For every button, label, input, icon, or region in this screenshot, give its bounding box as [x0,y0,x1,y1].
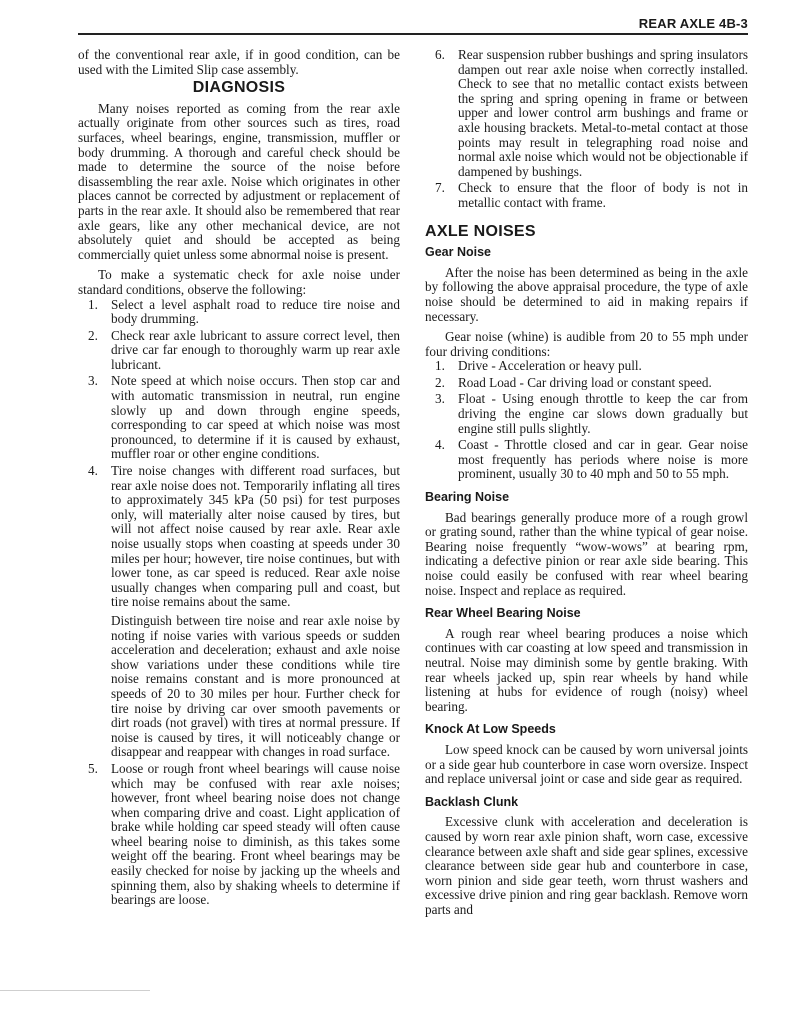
condition-text: Float - Using enough throttle to keep the car from driving the engine car slows down gradually but engine still pulls slightly. [458,391,748,436]
step-text: Check to ensure that the floor of body is not in metallic contact with frame. [458,180,748,210]
step-text: Check rear axle lubricant to assure correct level, then drive car far enough to thoroughly warm up rear axle lubricant. [111,327,400,372]
gear-noise-paragraph-1: After the noise has been determined as being in the axle by following the above appraisal procedure, the type of axle noise should be determined to aid in making repairs if necessary. [425,264,748,324]
condition-text: Drive - Acceleration or heavy pull. [458,358,642,374]
bearing-noise-paragraph: Bad bearings generally produce more of a rough growl or grating sound, rather than the whine typical of gear noise. Bearing noise frequently “wow-wows” at bearing rpm, indicating a defective pinion or rear axle side bearing. This noise could easily be confused with rear wheel bearing noise. Inspect and replace as required. [425,509,748,598]
list-item [425,376,748,391]
step-number: 1. [88,296,98,312]
right-column [425,48,748,917]
step-text: Rear suspension rubber bushings and spring insulators dampen out rear axle noise when correctly installed. Check to see that no metallic contact exists between the spring and spring opening in frame or between upper and lower control arm bushings and frame or axle housing brackets. Metal-to-metal contact at those points may result in telegraphing road noise and normal axle noise which would not be objectionable if dampened by bushings. [458,47,748,179]
condition-number: 3. [435,391,445,407]
bearing-noise-heading: Bearing Noise [425,490,510,505]
diagnosis-paragraph-2: To make a systematic check for axle noise under standard conditions, observe the following: [78,267,400,297]
rear-wheel-bearing-noise-heading: Rear Wheel Bearing Noise [425,606,581,621]
condition-number: 1. [435,358,445,374]
intro-paragraph: of the conventional rear axle, if in good condition, can be used with the Limited Slip case assembly. [78,47,400,77]
step-number: 2. [88,327,98,343]
condition-text: Coast - Throttle closed and car in gear. Gear noise most frequently has periods where noise is more prominent, usually 30 to 40 mph and 50 to 55 mph. [458,437,748,482]
step-number: 6. [435,47,445,62]
list-item [425,359,748,374]
list-item [78,762,400,908]
step-extra-text: Distinguish between tire noise and rear axle noise by noting if noise varies with various speeds or sudden acceleration and deceleration; exhaust and axle noise show variations under these conditions while tire noise remains constant and is more pronounced at speeds of 20 to 30 miles per hour. Further check for tire noise by driving car over smooth pavements or dirt roads (not gravel) with tires at normal pressure. If noise is caused by tires, it will noticeably change or disappear and reappear with changes in road surface. [111,612,400,760]
gear-noise-paragraph-2: Gear noise (whine) is audible from 20 to 55 mph under four driving conditions: [425,329,748,359]
header-rule [78,33,748,35]
step-text: Loose or rough front wheel bearings will cause noise which may be confused with rear axle noises; however, front wheel bearing noise does not change when comparing drive and coast. Light application of brake while holding car speed steady will often cause wheel bearing noise to diminish, as this takes some weight off the bearing. Front wheel bearings may be easily checked for noise by jacking up the wheels and spinning them, also by shaking wheels to determine if bearings are loose. [111,760,400,908]
condition-number: 2. [435,374,445,390]
condition-text: Road Load - Car driving load or constant speed. [458,374,712,390]
axle-noises-heading: AXLE NOISES [425,222,536,240]
list-item [78,374,400,462]
step-text: Tire noise changes with different road surfaces, but rear axle noise does not. Temporarily inflating all tires to approximately 345 kPa (50 psi) for test purposes only, will materially alter noise caused by tires, but will not affect noise caused by rear axle. Rear axle noise usually stops when coasting at speeds under 30 miles per hour; however, tire noise continues, but with lower tone, as car speed is reduced. Rear axle noise usually changes when comparing pull and coast, but tire noise remains about the same. [111,463,400,610]
diagnosis-steps-continued [425,48,748,211]
diagnosis-paragraph-1: Many noises reported as coming from the rear axle actually originate from other sources such as tires, road surfaces, wheel bearings, engine, transmission, muffler or body drumming. A thorough and careful check should be made to determine the source of the noise before disassembling the rear axle. Noise which originates in other places cannot be corrected by adjustment or replacement of parts in the rear axle. It should also be remembered that rear axle gears, like any other mechanical device, are not absolutely quiet and should be accepted as being commercially quiet unless some abnormal noise is present. [78,100,400,262]
step-text: Note speed at which noise occurs. Then stop car and with automatic transmission in neutral, run engine slowly up and down through engine speeds, corresponding to car speed at which noise was most pronounced, to determine if it is caused by exhaust, muffler roar or other engine conditions. [111,373,400,462]
list-item [425,438,748,482]
step-number: 3. [88,373,98,389]
gear-noise-heading: Gear Noise [425,245,492,260]
list-item [78,329,400,373]
page-header: REAR AXLE 4B-3 [638,16,748,31]
knock-low-speeds-heading: Knock At Low Speeds [425,722,556,737]
rear-wheel-bearing-noise-paragraph: A rough rear wheel bearing produces a noise which continues with car coasting at low speed and transmission in neutral. Noise may diminish some by gentle braking. With rear wheels jacked up, spin rear wheels by hand while listening at hubs for evidence of rough (noisy) wheel bearing. [425,625,748,714]
left-column [78,48,400,910]
diagnosis-heading: DIAGNOSIS [192,79,286,97]
list-item [425,48,748,179]
backlash-clunk-paragraph: Excessive clunk with acceleration and deceleration is caused by worn rear axle pinion shaft, worn case, excessive clearance between axle shaft and side gear splines, excessive clearance between side gear hub and counterbore in case, worn pinion and side gear teeth, worn thrust washers and excessive drive pinion and ring gear backlash. Remove worn parts and [425,814,748,917]
list-item [425,392,748,436]
step-number: 5. [88,760,98,776]
driving-conditions-list [425,359,748,482]
list-item [425,181,748,210]
list-item [78,464,400,760]
condition-number: 4. [435,437,445,453]
step-text: Select a level asphalt road to reduce tire noise and body drumming. [111,296,400,327]
diagnosis-steps [78,298,400,908]
footer-rule [0,990,150,991]
step-number: 4. [88,463,98,479]
knock-low-speeds-paragraph: Low speed knock can be caused by worn universal joints or a side gear hub counterbore in case worn oversize. Inspect and replace universal joint or case and side gear as required. [425,741,748,787]
backlash-clunk-heading: Backlash Clunk [425,794,519,809]
step-number: 7. [435,180,445,196]
list-item [78,298,400,327]
